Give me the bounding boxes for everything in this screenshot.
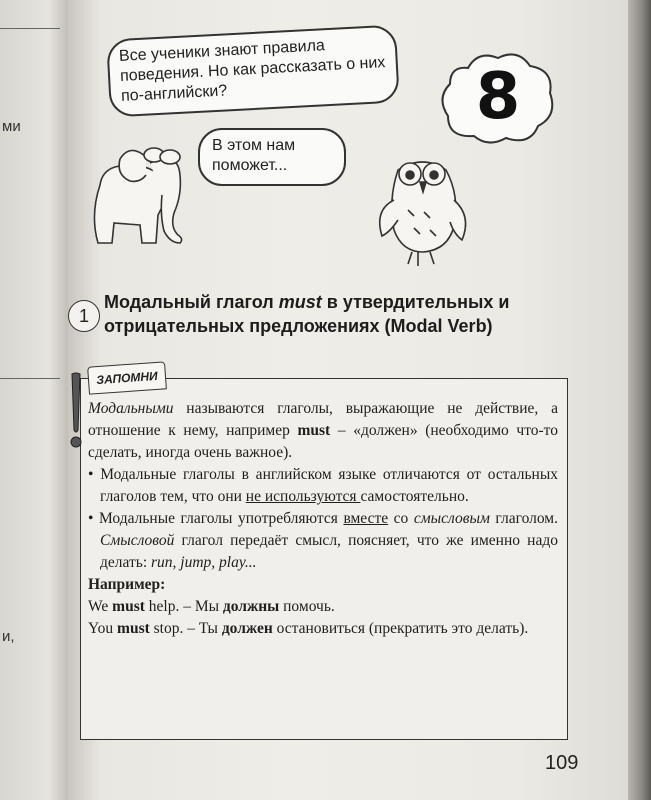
page-number: 109 — [545, 752, 579, 774]
left-page-fragment: ми — [2, 118, 21, 135]
example-line — [88, 618, 558, 640]
heading-text: Модальный глагол — [104, 292, 279, 312]
text: • Модальные глаголы в английском языке отличаются от остальных глаголов тем, что они — [88, 466, 558, 505]
text: самостоятельно. — [360, 488, 469, 505]
text: остановиться (прекратить это делать). — [272, 620, 529, 637]
text: You — [88, 620, 118, 637]
text: называются глаголы, выражающие не действие, а отношение к нему, например — [88, 400, 558, 439]
text: help. – Мы — [144, 598, 223, 615]
text: со — [388, 510, 414, 527]
text: stop. – Ты — [149, 620, 222, 637]
underlined-text: не используются — [245, 488, 361, 505]
example-label — [88, 574, 558, 596]
heading-keyword: must — [278, 292, 322, 312]
left-page-rule — [0, 28, 60, 29]
bullet-item — [88, 464, 558, 508]
example-heading: Например: — [88, 576, 166, 593]
italic-term: смысловым — [413, 510, 490, 527]
text: • Модальные глаголы употребляются — [88, 510, 344, 527]
text: We — [88, 598, 113, 615]
example-line — [88, 596, 558, 618]
italic-term: Модальными — [88, 400, 174, 417]
keyword-russian: должны — [222, 598, 280, 615]
unit-badge — [438, 48, 558, 148]
left-page-fragment: и, — [2, 628, 15, 645]
speech-bubble-owl: В этом нам поможет... — [198, 128, 346, 186]
page-edge — [628, 0, 651, 800]
speech-bubble-elephant: Все ученики знают правила поведения. Но как рассказать о них по-английски? — [106, 24, 400, 117]
left-page-rule — [0, 378, 60, 379]
definition-paragraph — [88, 398, 558, 464]
text: – «должен» (необходимо что-то сделать, иногда очень важное). — [88, 422, 558, 461]
exclamation-icon — [66, 372, 86, 452]
keyword-must: must — [117, 620, 150, 637]
text: помочь. — [279, 598, 335, 615]
exercise-number: 1 — [68, 300, 100, 332]
owl-icon — [368, 140, 473, 270]
italic-term: Смысловой — [100, 532, 175, 549]
heading-text: в утвердительных и отрицательных предложениях (Modal Verb) — [104, 292, 510, 336]
keyword-must: must — [112, 598, 145, 615]
remember-tab: ЗАПОМНИ — [87, 361, 167, 394]
bullet-item — [88, 508, 558, 574]
italic-examples: run, jump, play... — [151, 554, 257, 571]
unit-number: 8 — [475, 60, 521, 134]
left-page — [0, 0, 70, 800]
keyword-must: must — [297, 422, 331, 439]
keyword-russian: должен — [221, 620, 273, 637]
text: глагол передаёт смысл, поясняет, что же именно надо делать: — [100, 532, 558, 571]
section-heading — [104, 290, 574, 338]
remember-content — [88, 398, 558, 640]
elephant-icon — [80, 135, 200, 250]
underlined-text: вместе — [343, 510, 389, 527]
text: глаголом. — [489, 510, 558, 527]
